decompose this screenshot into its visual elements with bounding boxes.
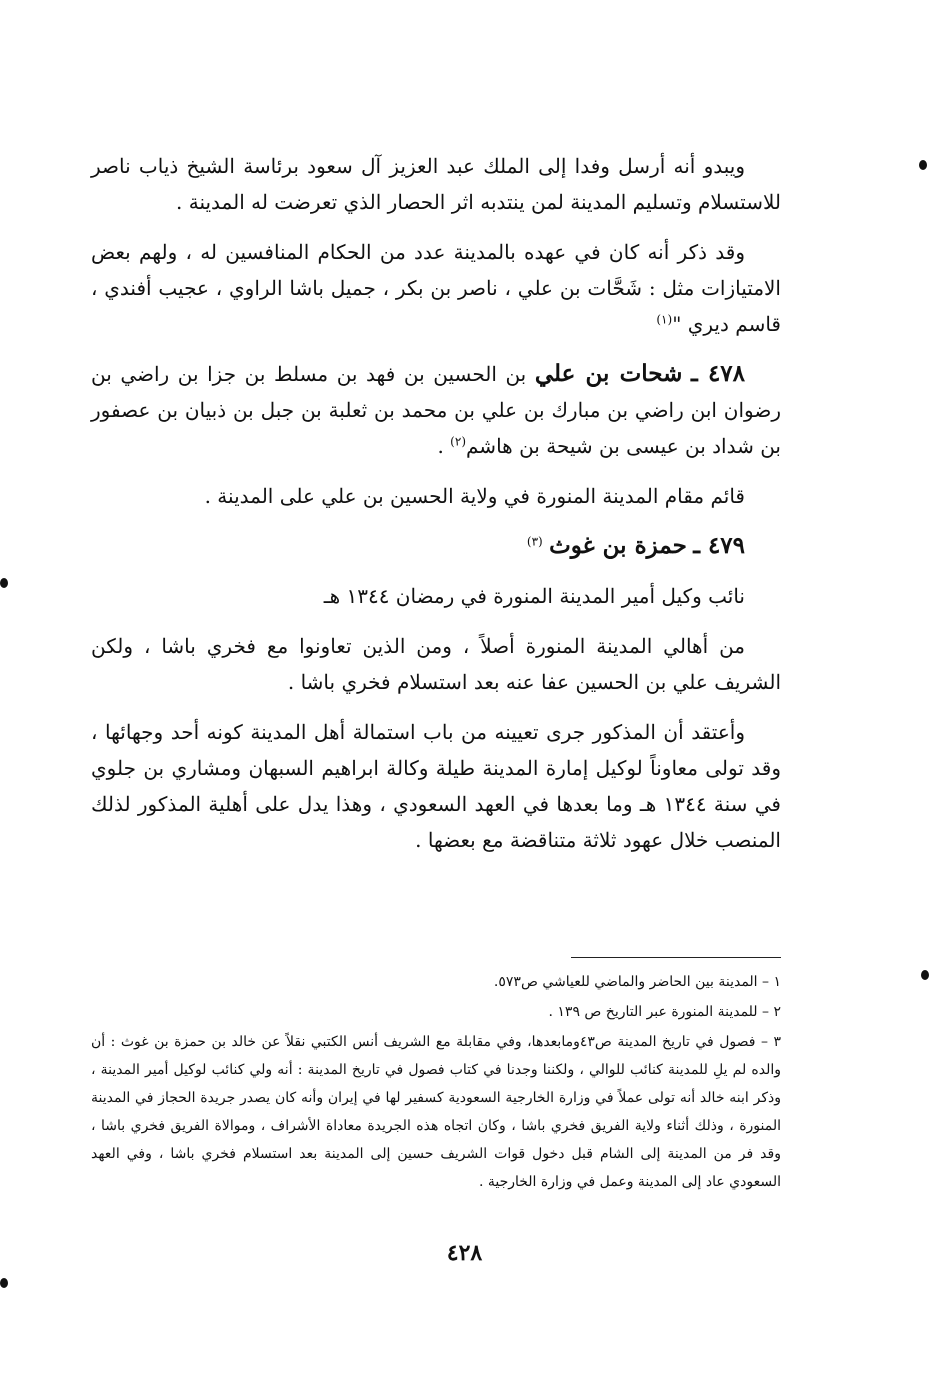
paragraph-rivals [91, 234, 781, 342]
paragraph-qaim-maqam [91, 478, 781, 514]
entry-number: ٤٧٩ ـ [693, 532, 745, 559]
paragraph-deputy [91, 578, 781, 614]
entry-name: شحات بن علي [534, 360, 683, 387]
entry-name: حمزة بن غوث [549, 532, 687, 559]
paragraph-text: قائم مقام المدينة المنورة في ولاية الحسين بن علي على المدينة . [204, 484, 745, 508]
footnote-ref: (٣) [526, 534, 543, 549]
scan-margin-mark [919, 160, 927, 170]
paragraph-text: من أهالي المدينة المنورة أصلاً ، ومن الذين تعاونوا مع فخري باشا ، ولكن الشريف علي بن الحسين عفا عنه بعد استسلام فخري باشا . [91, 634, 781, 694]
paragraph-text: ويبدو أنه أرسل وفدا إلى الملك عبد العزيز آل سعود برئاسة الشيخ ذياب ناصر للاستسلام وتسليم المدينة لمن ينتدبه اثر الحصار الذي تعرضت له المدينة . [91, 154, 781, 214]
paragraph-text: وأعتقد أن المذكور جرى تعيينه من باب استمالة أهل المدينة كونه أحد وجهائها ، وقد تولى معاوناً لوكيل إمارة المدينة طيلة وكالة ابراهيم السبهان ومشاري بن جلوي في سنة ١٣٤٤ هـ وما بعدها في العهد السعودي ، وهذا يدل على أهلية المذكور لذلك المنصب خلال عهود ثلاثة متناقضة مع بعضها . [91, 720, 781, 852]
scan-margin-mark [0, 1278, 8, 1288]
paragraph-origin [91, 628, 781, 700]
main-text [91, 148, 781, 872]
entry-number: ٤٧٨ ـ [691, 360, 746, 387]
footnote-2: ٢ – للمدينة المنورة عبر التاريخ ص ١٣٩ . [548, 1004, 781, 1020]
scan-margin-mark [921, 970, 929, 980]
footnote-ref: (٢) [450, 434, 466, 449]
paragraph-delegation [91, 148, 781, 220]
footnote-3: ٣ – فصول في تاريخ المدينة ص٤٣ومابعدها، وفي مقابلة مع الشريف أنس الكتبي نقلاً عن خالد بن حمزة بن غوث : أن والده لم يلِ للمدينة كنائب للوالي ، ولكننا وجدنا في كتاب فصول في تاريخ المدينة : أنه ولي كنائب لوكيل أمير المدينة ، وذكر ابنه خالد أنه تولى عملاً في وزارة الخارجية السعودية كسفير لها في إيران وأنه كان يصدر جريدة الحجاز في المدينة المنورة ، وذلك أثناء ولاية الفريق فخري باشا ، وكان اتجاه هذه الجريدة معاداة الأشراف ، وموالاة الفريق فخري باشا ، وقد فر من المدينة إلى الشام قبل دخول قوات الشريف حسين إلى المدينة بعد استسلام فخري باشا ، وفي العهد السعودي عاد إلى المدينة وعمل في وزارة الخارجية . [91, 1034, 781, 1190]
footnote-divider [571, 957, 781, 958]
paragraph-opinion [91, 714, 781, 858]
entry-479 [91, 528, 781, 564]
paragraph-text: نائب وكيل أمير المدينة المنورة في رمضان ١٣٤٤ هـ [323, 584, 745, 608]
entry-end: . [437, 434, 451, 458]
entry-478 [91, 356, 781, 464]
footnote-1: ١ – المدينة بين الحاضر والماضي للعياشي ص٥٧٣. [493, 974, 781, 990]
scan-margin-mark [0, 578, 8, 588]
page-number: ٤٢٨ [446, 1240, 483, 1266]
footnotes [91, 968, 781, 1198]
paragraph-text: وقد ذكر أنه كان في عهده بالمدينة عدد من الحكام المنافسين له ، ولهم بعض الامتيازات مثل : شَحَّات بن علي ، ناصر بن بكر ، جميل باشا الراوي ، عجيب أفندي ، قاسم ديري " [91, 240, 781, 336]
entry-lineage: بن الحسين بن فهد بن مسلط بن جزا بن راضي بن رضوان ابن راضي بن مبارك بن علي بن محمد بن ثعلبة بن جبل بن ذبيان بن عصفور بن شداد بن عيسى بن شيحة بن هاشم [91, 362, 781, 458]
footnote-ref: (١) [656, 312, 673, 327]
